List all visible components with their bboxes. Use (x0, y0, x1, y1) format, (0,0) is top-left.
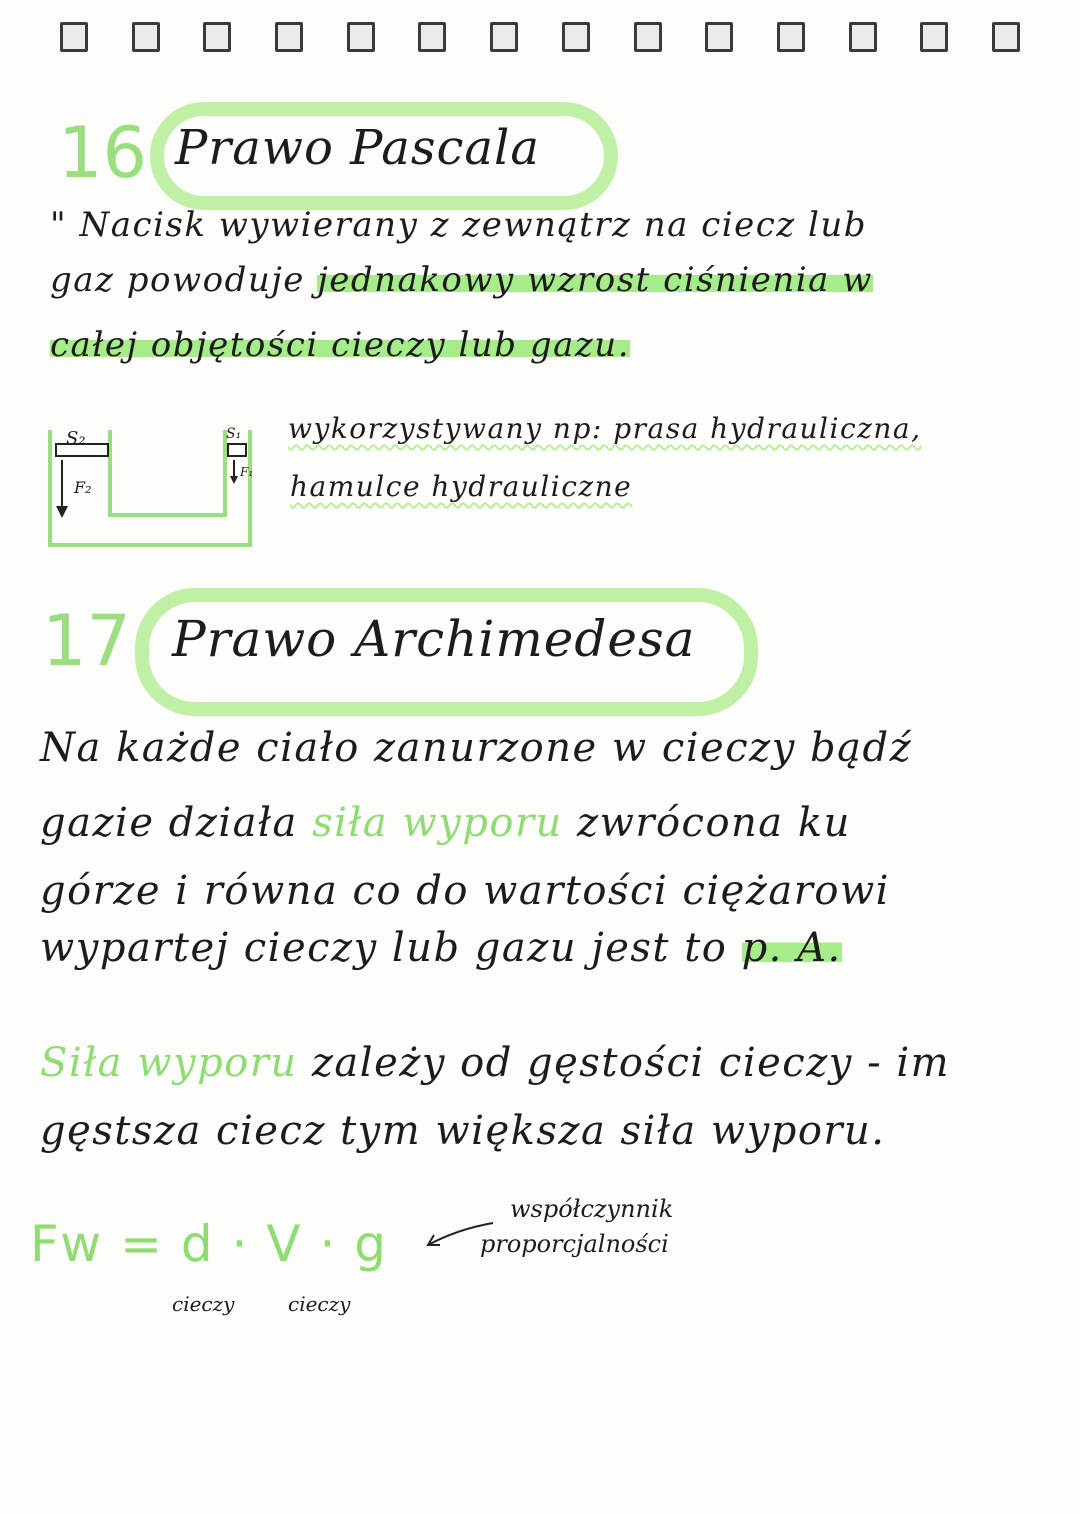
archimedes-line-5 (40, 1040, 950, 1086)
formula-lhs: Fw (30, 1215, 103, 1273)
pascal-highlight: jednakowy wzrost ciśnienia w (317, 260, 873, 300)
buoyant-force-term: siła wyporu (312, 800, 563, 846)
ring-icon (347, 22, 375, 52)
buoyant-force-term-2: Siła wyporu (40, 1040, 298, 1086)
archimedes-line-2-b: zwrócona ku (562, 800, 851, 846)
section-title-16: Prawo Pascala (175, 120, 540, 176)
pascal-line-3-text: całej objętości cieczy lub gazu. (50, 325, 631, 365)
formula-v: V (266, 1215, 303, 1273)
ring-icon (634, 22, 662, 52)
ring-icon (849, 22, 877, 52)
archimedes-line-6: gęstsza ciecz tym większa siła wyporu. (40, 1108, 886, 1154)
formula-note-1: współczynnik (510, 1195, 674, 1223)
pascal-line-3 (50, 325, 630, 365)
pascal-line-1: " Nacisk wywierany z zewnątrz na ciecz lub (50, 205, 868, 245)
ring-icon (920, 22, 948, 52)
archimedes-line-1: Na każde ciało zanurzone w cieczy bądź (40, 725, 913, 771)
archimedes-line-2-a: gazie działa (40, 800, 313, 846)
ring-icon (992, 22, 1020, 52)
formula-sub-d: cieczy (172, 1292, 235, 1316)
pascal-line-2 (50, 260, 873, 300)
formula-sub-v: cieczy (288, 1292, 351, 1316)
section-title-17: Prawo Archimedesa (172, 610, 696, 668)
ring-icon (132, 22, 160, 52)
label-s1: S₁ (226, 426, 242, 442)
pascal-usage-2: hamulce hydrauliczne (290, 470, 633, 503)
archimedes-line-4 (40, 925, 842, 971)
ring-icon (777, 22, 805, 52)
section-number-17: 17 (42, 600, 132, 682)
ring-icon (418, 22, 446, 52)
archimedes-abbrev: p. A. (741, 925, 842, 971)
spiral-binding (60, 22, 1020, 52)
archimedes-line-2 (40, 800, 851, 846)
ring-icon (562, 22, 590, 52)
ring-icon (275, 22, 303, 52)
pascal-usage-1: wykorzystywany np: prasa hydrauliczna, (288, 412, 922, 445)
formula-d: d (180, 1215, 215, 1273)
archimedes-line-3: górze i równa co do wartości ciężarowi (40, 868, 890, 914)
ring-icon (490, 22, 518, 52)
section-number-16: 16 (58, 112, 148, 194)
ring-icon (60, 22, 88, 52)
archimedes-line-5-b: zależy od gęstości cieczy - im (297, 1040, 951, 1086)
archimedes-line-4-a: wypartej cieczy lub gazu jest to (40, 925, 742, 971)
formula-note-2: proporcjalności (480, 1230, 669, 1258)
ring-icon (203, 22, 231, 52)
label-f2: F₂ (74, 478, 92, 497)
formula-dot-1: · (231, 1215, 249, 1273)
ring-icon (705, 22, 733, 52)
formula-equals: = (120, 1215, 164, 1273)
formula-g: g (354, 1215, 388, 1273)
formula-dot-2: · (319, 1215, 337, 1273)
pascal-line-2-text: gaz powoduje (50, 260, 318, 300)
label-s2: S₂ (66, 428, 86, 449)
label-f1: F₁ (240, 465, 254, 479)
buoyancy-formula (30, 1215, 388, 1273)
